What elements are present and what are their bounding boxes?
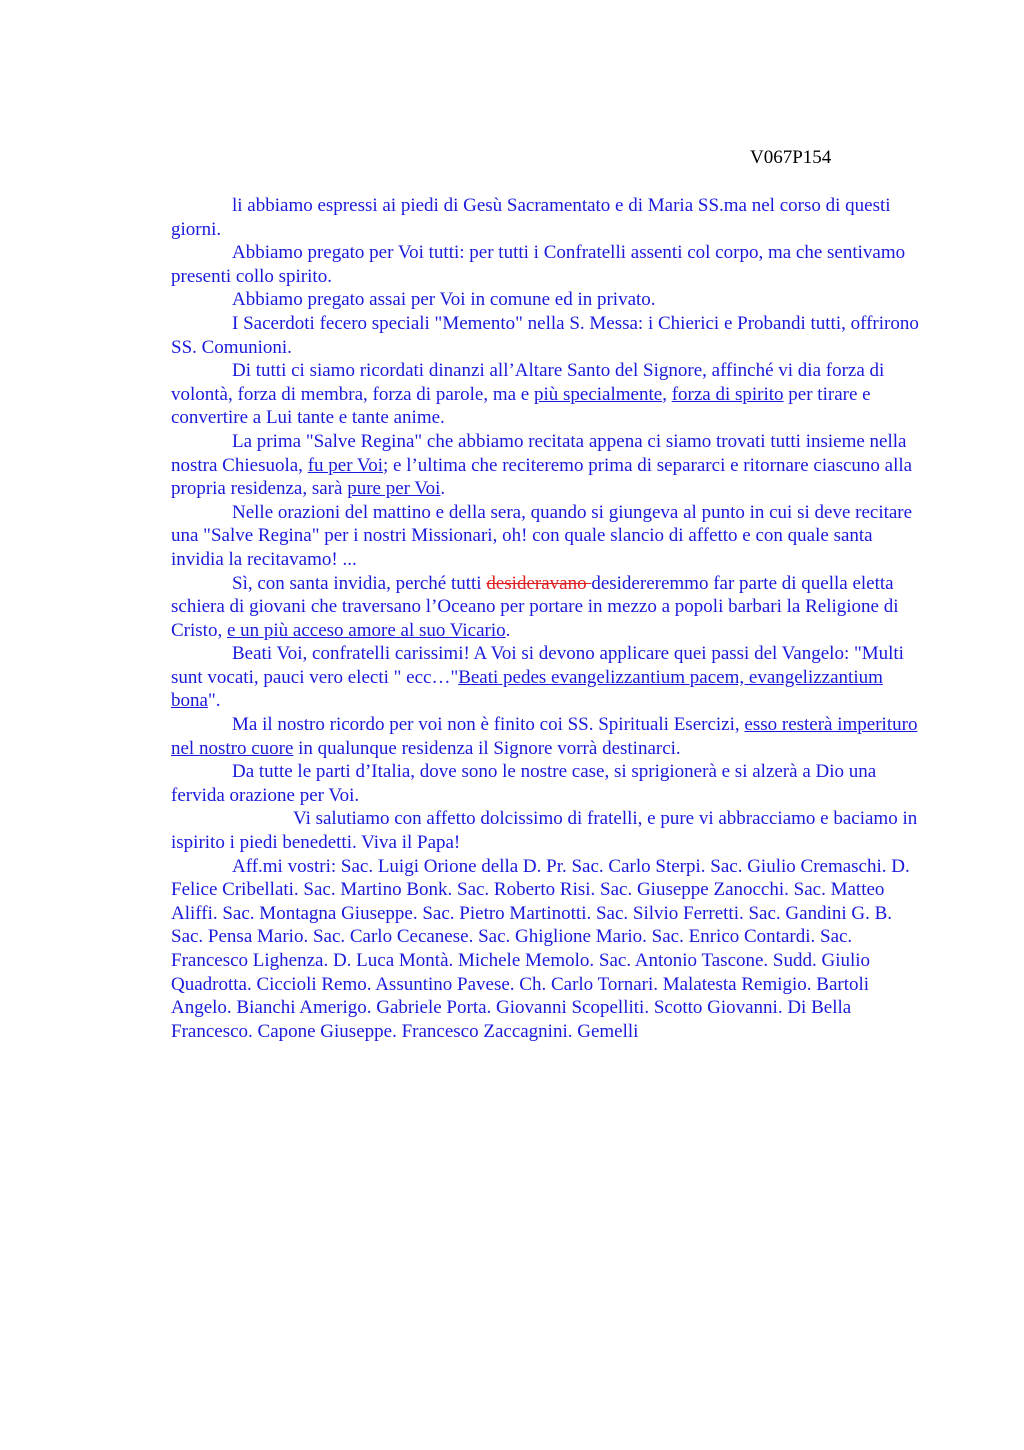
underlined-text: Beati pedes evangelizzantium pacem, evangelizzantium bona bbox=[171, 666, 883, 712]
paragraph-5 bbox=[171, 359, 923, 430]
text-run: ". bbox=[207, 690, 221, 712]
underlined-text: e un più acceso amore al suo Vicario bbox=[226, 619, 506, 641]
paragraph-2: Abbiamo pregato per Voi tutti: per tutti i Confratelli assenti col corpo, ma che sentivamo presenti collo spirito. bbox=[171, 242, 906, 287]
underlined-text: più specialmente bbox=[533, 383, 663, 405]
paragraph-8 bbox=[171, 572, 923, 643]
letter-body bbox=[171, 194, 923, 1043]
text-run: Beati Voi, confratelli carissimi! A Voi si devono applicare quei passi del Vangelo: "Multi sunt vocati, pauci vero electi " ecc…" bbox=[171, 643, 904, 688]
text-run: . bbox=[505, 619, 511, 641]
text-run: desidereremmo far parte di quella eletta schiera di giovani che traversano l’Oceano per portare in mezzo a popoli barbari la Religione di Cristo, bbox=[171, 572, 899, 641]
text-run: per tirare e convertire a Lui tante e tante anime. bbox=[171, 383, 871, 429]
text-run: in qualunque residenza il Signore vorrà destinarci. bbox=[293, 737, 681, 759]
paragraph-6 bbox=[171, 430, 923, 501]
underlined-text: fu per Voi bbox=[307, 454, 383, 476]
paragraph-12: Vi salutiamo con affetto dolcissimo di fratelli, e pure vi abbracciamo e baciamo in ispirito i piedi benedetti. Viva il Papa! bbox=[171, 808, 918, 854]
paragraph-10 bbox=[171, 713, 923, 760]
paragraph-7: Nelle orazioni del mattino e della sera, quando si giungeva al punto in cui si deve recitare una "Salve Regina" per i nostri Missionari, oh! con quale slancio di affetto e con quale santa invidia la recitavamo! ... bbox=[171, 501, 913, 570]
paragraph-11: Da tutte le parti d’Italia, dove sono le nostre case, si sprigionerà e si alzerà a Dio una fervida orazione per Voi. bbox=[171, 761, 877, 806]
text-run: , bbox=[662, 383, 672, 405]
underlined-text: forza di spirito bbox=[671, 383, 784, 405]
paragraph-1: li abbiamo espressi ai piedi di Gesù Sacramentato e di Maria SS.ma nel corso di questi giorni. bbox=[171, 195, 891, 240]
text-run: . bbox=[440, 478, 446, 500]
text-run: La prima "Salve Regina" che abbiamo recitata appena ci siamo trovati tutti insieme nella nostra Chiesuola, bbox=[171, 430, 907, 476]
paragraph-3: Abbiamo pregato assai per Voi in comune ed in privato. bbox=[232, 289, 656, 311]
text-run: Di tutti ci siamo ricordati dinanzi all’Altare Santo del Signore, affinché vi dia forza di volontà, forza di membra, forza di parole, ma e bbox=[171, 360, 885, 405]
deleted-text: desideravano bbox=[486, 572, 592, 594]
signatures: Aff.mi vostri: Sac. Luigi Orione della D. Pr. Sac. Carlo Sterpi. Sac. Giulio Cremaschi. D. Felice Cribellati. Sac. Martino Bonk. Sac. Roberto Risi. Sac. Giuseppe Zanocchi. Sac. Matteo Aliffi. Sac. Montagna Giuseppe. Sac. Pietro Martinotti. Sac. Silvio Ferretti. Sac. Gandini G. B. Sac. Pensa Mario. Sac. Carlo Cecanese. Sac. Ghiglione Mario. Sac. Enrico Contardi. Sac. Francesco Lighenza. D. Luca Montà. Michele Memolo. Sac. Antonio Tascone. Sudd. Giulio Quadrotta. Ciccioli Remo. Assuntino Pavese. Ch. Carlo Tornari. Malatesta Remigio. Bartoli Angelo. Bianchi Amerigo. Gabriele Porta. Giovanni Scopelliti. Scotto Giovanni. Di Bella Francesco. Capone Giuseppe. Francesco Zaccagnini. Gemelli bbox=[171, 855, 910, 1042]
text-run: Ma il nostro ricordo per voi non è finito coi SS. Spirituali Esercizi, bbox=[232, 714, 745, 736]
text-run: ; e l’ultima che reciteremo prima di separarci e ritornare ciascuno alla propria residenza, sarà bbox=[171, 454, 913, 500]
paragraph-9 bbox=[171, 642, 923, 713]
page-id: V067P154 bbox=[750, 147, 832, 168]
text-run: Sì, con santa invidia, perché tutti bbox=[232, 572, 487, 594]
underlined-text: esso resterà imperituro nel nostro cuore bbox=[171, 714, 918, 759]
paragraph-4: I Sacerdoti fecero speciali "Memento" nella S. Messa: i Chierici e Probandi tutti, offrirono SS. Comunioni. bbox=[171, 312, 919, 358]
underlined-text: pure per Voi bbox=[347, 478, 441, 500]
